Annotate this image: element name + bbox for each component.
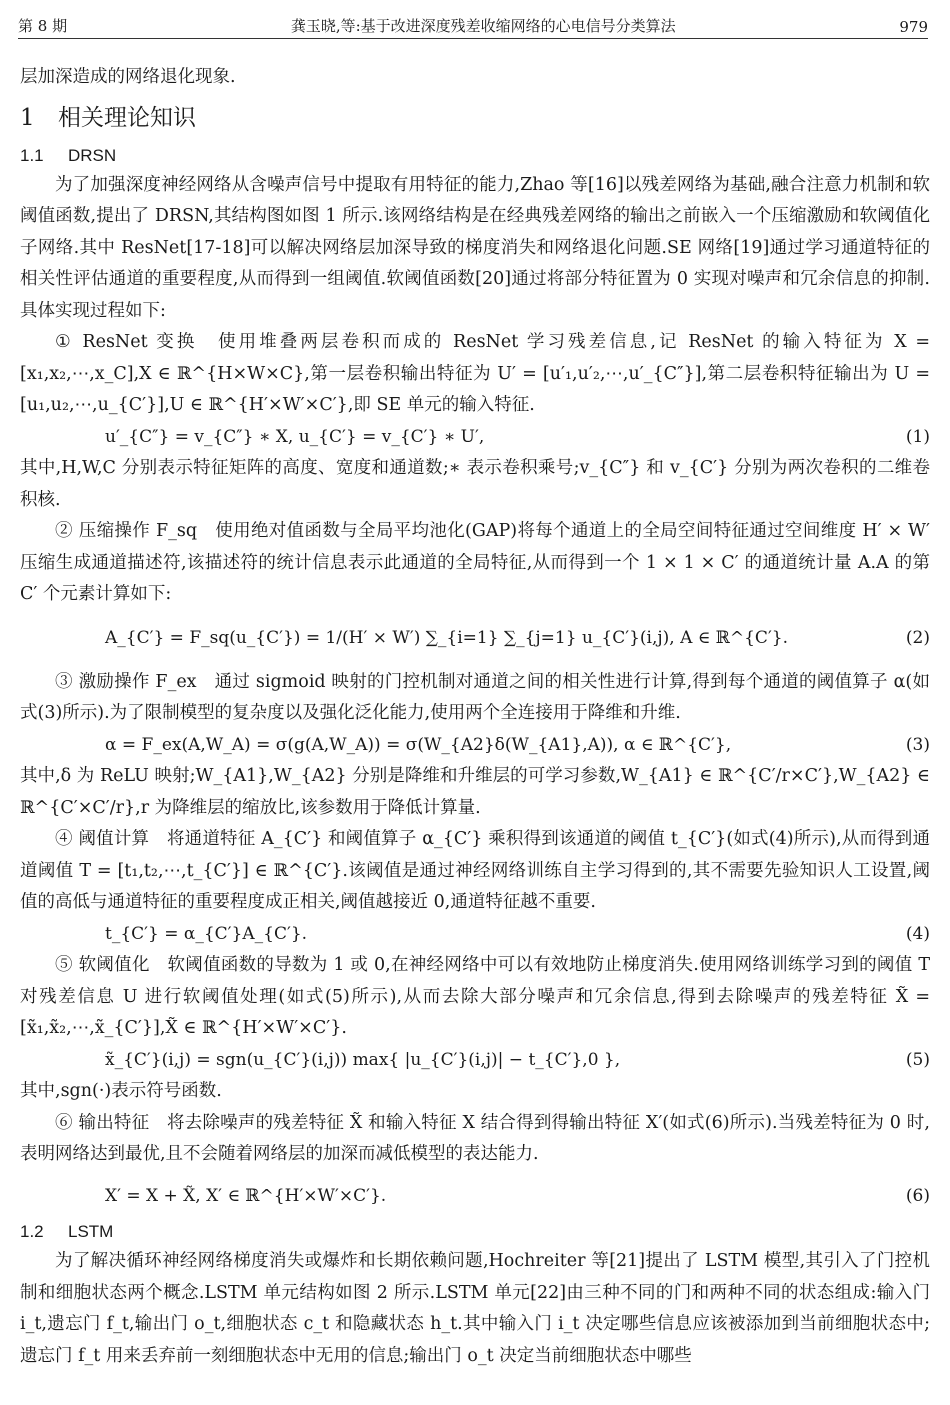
section-number: 1 [20, 104, 35, 131]
equation-body: u′_{C″} = v_{C″} ∗ X, u_{C′} = v_{C′} ∗ U′, [105, 426, 485, 447]
paragraph-squeeze-step: ② 压缩操作 F_sq 使用绝对值函数与全局平均池化(GAP)将每个通道上的全局空间特征通过空间维度 H′ × W′ 压缩生成通道描述符,该描述符的统计信息表示此通道的全局特征,从而得到一个 1 × 1 × C′ 的通道统计量 A.A 的第 C′ 个元素计算如下: [20, 521, 930, 604]
equation-body: X′ = X + X̃, X′ ∈ ℝ^{H′×W′×C′}. [105, 1185, 387, 1206]
paragraph: 其中,H,W,C 分别表示特征矩阵的高度、宽度和通道数;∗ 表示卷积乘号;v_{C″} 和 v_{C′} 分别为两次卷积的二维卷积核. [20, 458, 930, 510]
equation-body: x̃_{C′}(i,j) = sgn(u_{C′}(i,j)) max{ |u_{C′}(i,j)| − t_{C′},0 }, [105, 1049, 621, 1070]
paragraph-resnet-step: ① ResNet 变换 使用堆叠两层卷积而成的 ResNet 学习残差信息,记 ResNet 的输入特征为 X = [x₁,x₂,⋯,x_C],X ∈ ℝ^{H×W×C},第一层卷积输出特征为 U′ = [u′₁,u′₂,⋯,u′_{C″}],第二层卷积特征输出为 U = [u₁,u₂,⋯,u_{C′}],U ∈ ℝ^{H′×W′×C′},即 SE 单元的输入特征. [20, 332, 930, 415]
subsection-title: LSTM [68, 1222, 114, 1241]
equation-1 [20, 422, 930, 454]
equation-number: (5) [905, 1049, 930, 1070]
paragraph-excitation-step: ③ 激励操作 F_ex 通过 sigmoid 映射的门控机制对通道之间的相关性进行计算,得到每个通道的阈值算子 α(如式(3)所示).为了限制模型的复杂度以及强化泛化能力,使用两个全连接用于降维和升维. [20, 671, 930, 723]
subsection-title: DRSN [68, 145, 117, 165]
equation-number: (2) [905, 627, 930, 648]
equation-number: (4) [905, 923, 930, 944]
issue-number: 第 8 期 [18, 17, 68, 35]
equation-number: (1) [905, 426, 930, 447]
equation-body: A_{C′} = F_sq(u_{C′}) = 1/(H′ × W′) ∑_{i=1} ∑_{j=1} u_{C′}(i,j), A ∈ ℝ^{C′}. [105, 627, 789, 648]
page-number: 979 [899, 18, 928, 36]
equation-number: (3) [905, 734, 930, 755]
equation-body: t_{C′} = α_{C′}A_{C′}. [105, 923, 308, 944]
section-title: 相关理论知识 [58, 104, 196, 131]
subsection-number: 1.2 [20, 1222, 44, 1241]
equation-3 [20, 730, 930, 762]
equation-2 [20, 611, 930, 667]
paragraph: 其中,sgn(·)表示符号函数. [20, 1081, 222, 1101]
paragraph-soft-threshold-step: ⑤ 软阈值化 软阈值函数的导数为 1 或 0,在神经网络中可以有效地防止梯度消失.使用网络训练学习到的阈值 T 对残差信息 U 进行软阈值处理(如式(5)所示),从而去除大部分噪声和冗余信息,得到去除噪声的残差特征 X̃ = [x̃₁,x̃₂,⋯,x̃_{C′}],X̃ ∈ ℝ^{H′×W′×C′}. [20, 955, 930, 1038]
equation-6 [20, 1181, 930, 1213]
subsection-heading-lstm [20, 1218, 930, 1246]
header-rule [18, 38, 928, 39]
running-header [18, 12, 928, 36]
paragraph-lstm: 为了解决循环神经网络梯度消失或爆炸和长期依赖问题,Hochreiter 等[21]提出了 LSTM 模型,其引入了门控机制和细胞状态两个概念.LSTM 单元结构如图 2 所示.LSTM 单元[22]由三种不同的门和两种不同的状态组成:输入门 i_t,遗忘门 f_t,输出门 o_t,细胞状态 c_t 和隐藏状态 h_t.其中输入门 i_t 决定哪些信息应该被添加到当前细胞状态中;遗忘门 f_t 用来丢弃前一刻细胞状态中无用的信息;输出门 o_t 决定当前细胞状态中哪些 [20, 1251, 930, 1366]
equation-number: (6) [905, 1185, 930, 1206]
equation-4 [20, 919, 930, 951]
paragraph-threshold-step: ④ 阈值计算 将通道特征 A_{C′} 和阈值算子 α_{C′} 乘积得到该通道的阈值 t_{C′}(如式(4)所示),从而得到通道阈值 T = [t₁,t₂,⋯,t_{C′}] ∈ ℝ^{C′}.该阈值是通过神经网络训练自主学习得到的,其不需要先验知识人工设置,阈值的高低与通道特征的重要程度成正相关,阈值越接近 0,通道特征越不重要. [20, 829, 930, 912]
subsection-heading-drsn [20, 142, 930, 170]
intro-tail: 层加深造成的网络退化现象. [20, 67, 236, 87]
subsection-number: 1.1 [20, 145, 44, 165]
running-title: 龚玉晓,等:基于改进深度残差收缩网络的心电信号分类算法 [290, 17, 676, 35]
paragraph: 为了加强深度神经网络从含噪声信号中提取有用特征的能力,Zhao 等[16]以残差网络为基础,融合注意力机制和软阈值函数,提出了 DRSN,其结构图如图 1 所示.该网络结构是在经典残差网络的输出之前嵌入一个压缩激励和软阈值化子网络.其中 ResNet[17-18]可以解决网络层加深导致的梯度消失和网络退化问题.SE 网络[19]通过学习通道特征的相关性评估通道的重要程度,从而得到一组阈值.软阈值函数[20]通过将部分特征置为 0 实现对噪声和冗余信息的抑制.具体实现过程如下: [20, 174, 930, 321]
equation-body: α = F_ex(A,W_A) = σ(g(A,W_A)) = σ(W_{A2}δ(W_{A1},A)), α ∈ ℝ^{C′}, [105, 734, 732, 755]
equation-5 [20, 1045, 930, 1077]
article-body [20, 62, 930, 1372]
paragraph: 其中,δ 为 ReLU 映射;W_{A1},W_{A2} 分别是降维和升维层的可学习参数,W_{A1} ∈ ℝ^{C′/r×C′},W_{A2} ∈ ℝ^{C′×C′/r},r 为降维层的缩放比,该参数用于降低计算量. [20, 766, 930, 818]
section-heading [20, 100, 930, 136]
paragraph-output-step: ⑥ 输出特征 将去除噪声的残差特征 X̃ 和输入特征 X 结合得到得输出特征 X′(如式(6)所示).当残差特征为 0 时,表明网络达到最优,且不会随着网络层的加深而减低模型的表达能力. [20, 1112, 930, 1164]
